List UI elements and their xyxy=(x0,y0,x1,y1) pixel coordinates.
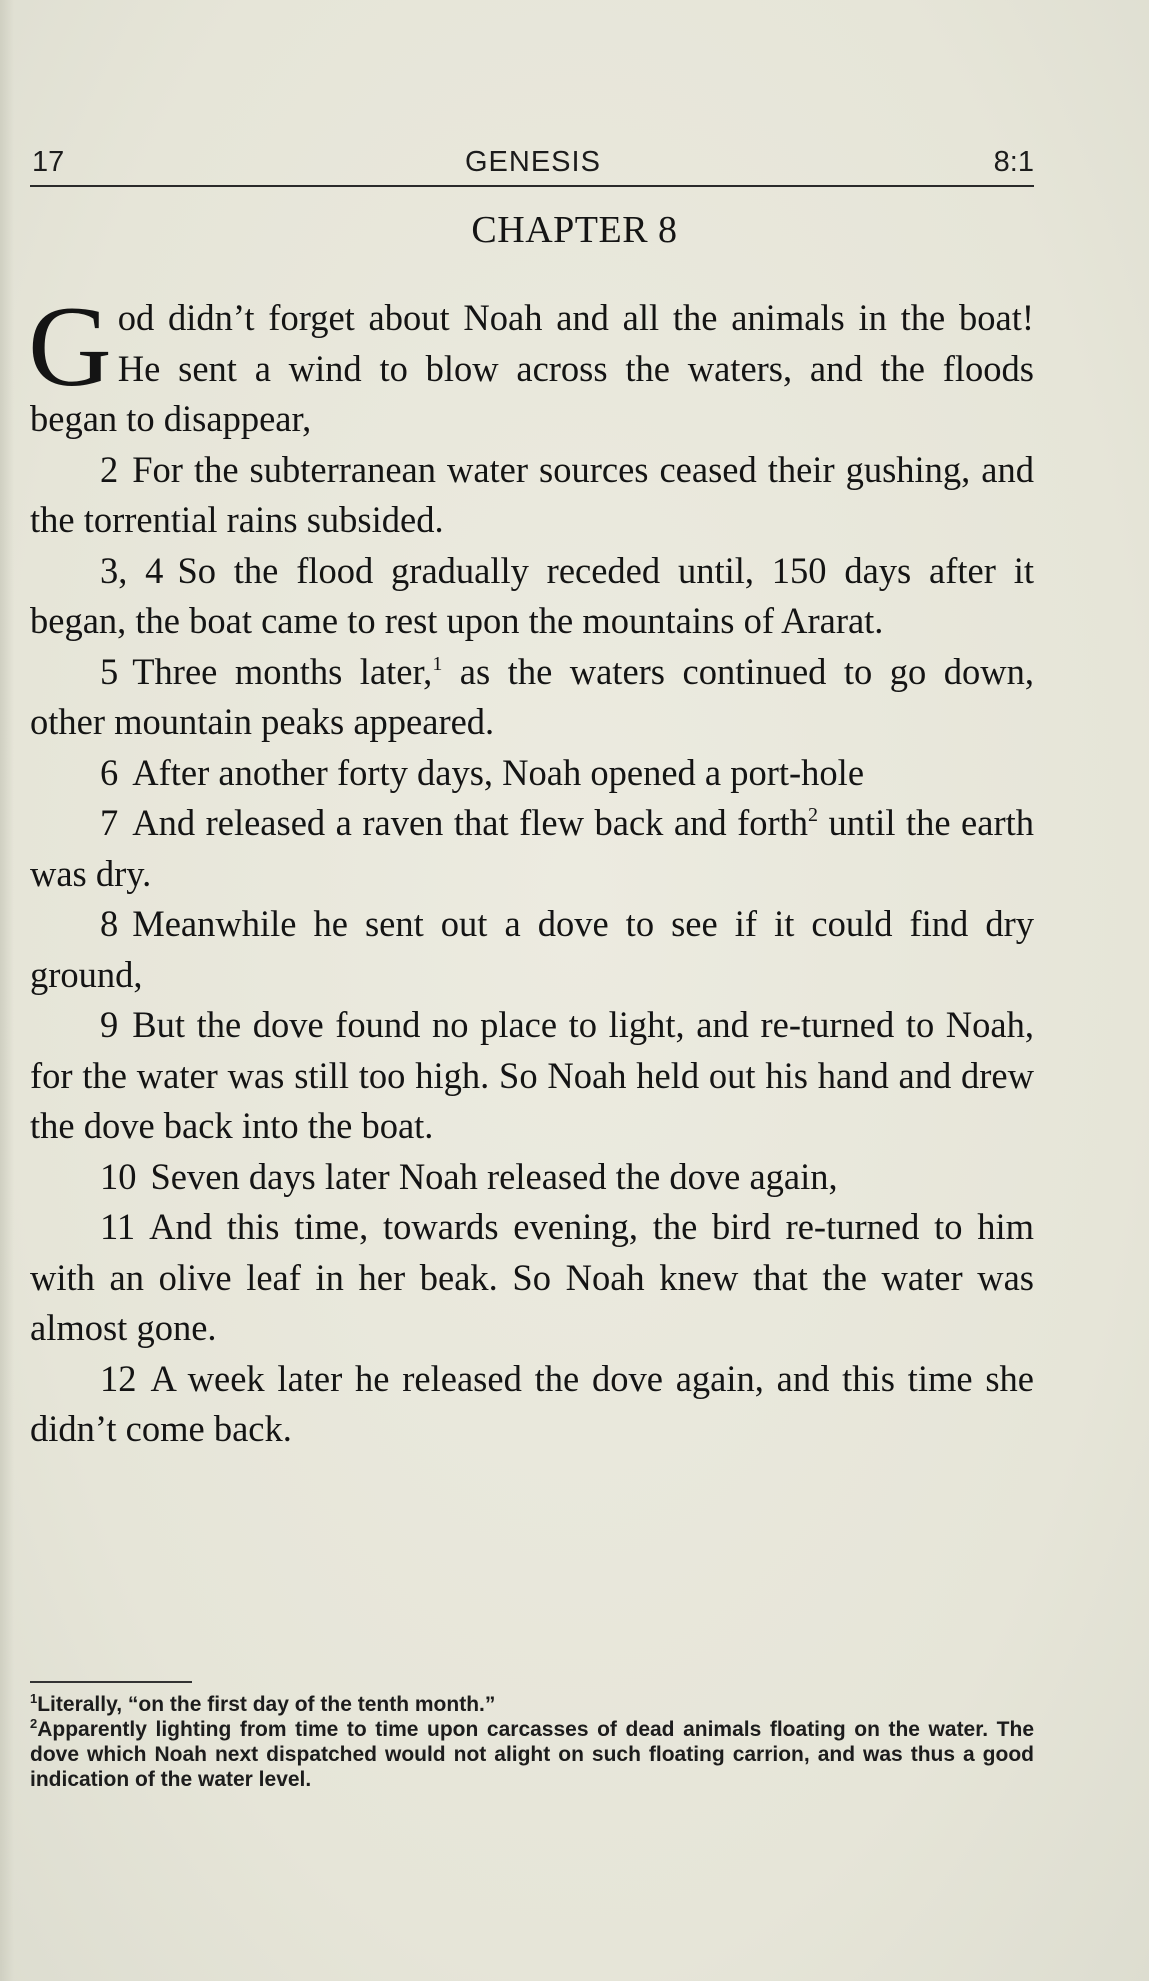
footnotes xyxy=(30,1692,1034,1792)
verse-7 xyxy=(30,798,1034,899)
verse-5 xyxy=(30,647,1034,748)
verse-number: 7 xyxy=(100,802,119,843)
footnote-2 xyxy=(30,1717,1034,1792)
header-rule xyxy=(30,185,1034,187)
footnote-mark: 2 xyxy=(30,1716,38,1731)
footnote-1 xyxy=(30,1692,1034,1717)
chapter-body xyxy=(28,283,1034,1455)
verse-text: as the waters continued to go down, other mountain peaks appeared. xyxy=(30,650,1034,742)
verse-text: And this time, towards evening, the bird re-turned to him with an olive leaf in her beak. So Noah knew that the water was almost gone. xyxy=(30,1206,1034,1348)
verse-number: 3, 4 xyxy=(100,549,164,591)
book-name: GENESIS xyxy=(465,146,601,178)
verse-text: So the flood gradually receded until, 150 days after it began, the boat came to rest upon the mountains of Ararat. xyxy=(30,549,1034,641)
page-binding-shadow xyxy=(0,0,14,1981)
verse-number: 9 xyxy=(100,1004,119,1045)
drop-cap: G xyxy=(28,283,112,411)
verse-9 xyxy=(30,1000,1034,1152)
verse-1 xyxy=(28,283,1034,445)
verse-text: After another forty days, Noah opened a port-hole xyxy=(132,751,865,793)
footnote-mark: 1 xyxy=(432,652,443,675)
verse-number: 8 xyxy=(100,903,119,944)
verse-number: 5 xyxy=(100,650,119,692)
verse-text: For the subterranean water sources ceased their gushing, and the torrential rains subsided. xyxy=(30,448,1034,540)
verse-6 xyxy=(30,748,1034,799)
verse-text: until the earth was dry. xyxy=(30,802,1034,894)
verse-text: Three months later, xyxy=(132,650,433,692)
verse-text: And released a raven that flew back and forth xyxy=(132,802,809,843)
footnote-rule xyxy=(30,1681,192,1683)
verse-10 xyxy=(30,1152,1034,1203)
footnote-text: Apparently lighting from time to time upon carcasses of dead animals floating on the water. The dove which Noah next dispatched would not alight on such floating carrion, and was thus a good indication of the water level. xyxy=(30,1718,1034,1791)
verse-number: 11 xyxy=(100,1206,136,1247)
footnote-text: Literally, “on the first day of the tenth month.” xyxy=(37,1693,496,1716)
verse-2 xyxy=(30,445,1034,546)
verse-12 xyxy=(30,1354,1034,1455)
verse-text: But the dove found no place to light, and re-turned to Noah, for the water was still too high. So Noah held out his hand and drew the dove back into the boat. xyxy=(30,1004,1034,1146)
footnote-mark: 1 xyxy=(30,1691,38,1706)
verse-text: Seven days later Noah released the dove again, xyxy=(150,1155,838,1197)
running-header xyxy=(30,146,1034,186)
verse-8 xyxy=(30,899,1034,1000)
verse-number: 2 xyxy=(100,448,119,490)
verse-number: 6 xyxy=(100,751,119,793)
verse-text: Meanwhile he sent out a dove to see if it could find dry ground, xyxy=(30,903,1034,995)
verse-3-4 xyxy=(30,546,1034,647)
footnote-mark: 2 xyxy=(808,804,819,826)
verse-text: A week later he released the dove again, and this time she didn’t come back. xyxy=(30,1357,1034,1449)
verse-number: 10 xyxy=(100,1155,137,1197)
verse-number: 12 xyxy=(100,1357,137,1399)
verse-11 xyxy=(30,1202,1034,1354)
chapter-title: CHAPTER 8 xyxy=(471,209,678,251)
page-number: 17 xyxy=(32,146,65,178)
chapter-verse-reference: 8:1 xyxy=(993,146,1034,178)
verse-text: od didn’t forget about Noah and all the animals in the boat! He sent a wind to blow across the waters, and the floods began to disappear, xyxy=(30,297,1034,439)
